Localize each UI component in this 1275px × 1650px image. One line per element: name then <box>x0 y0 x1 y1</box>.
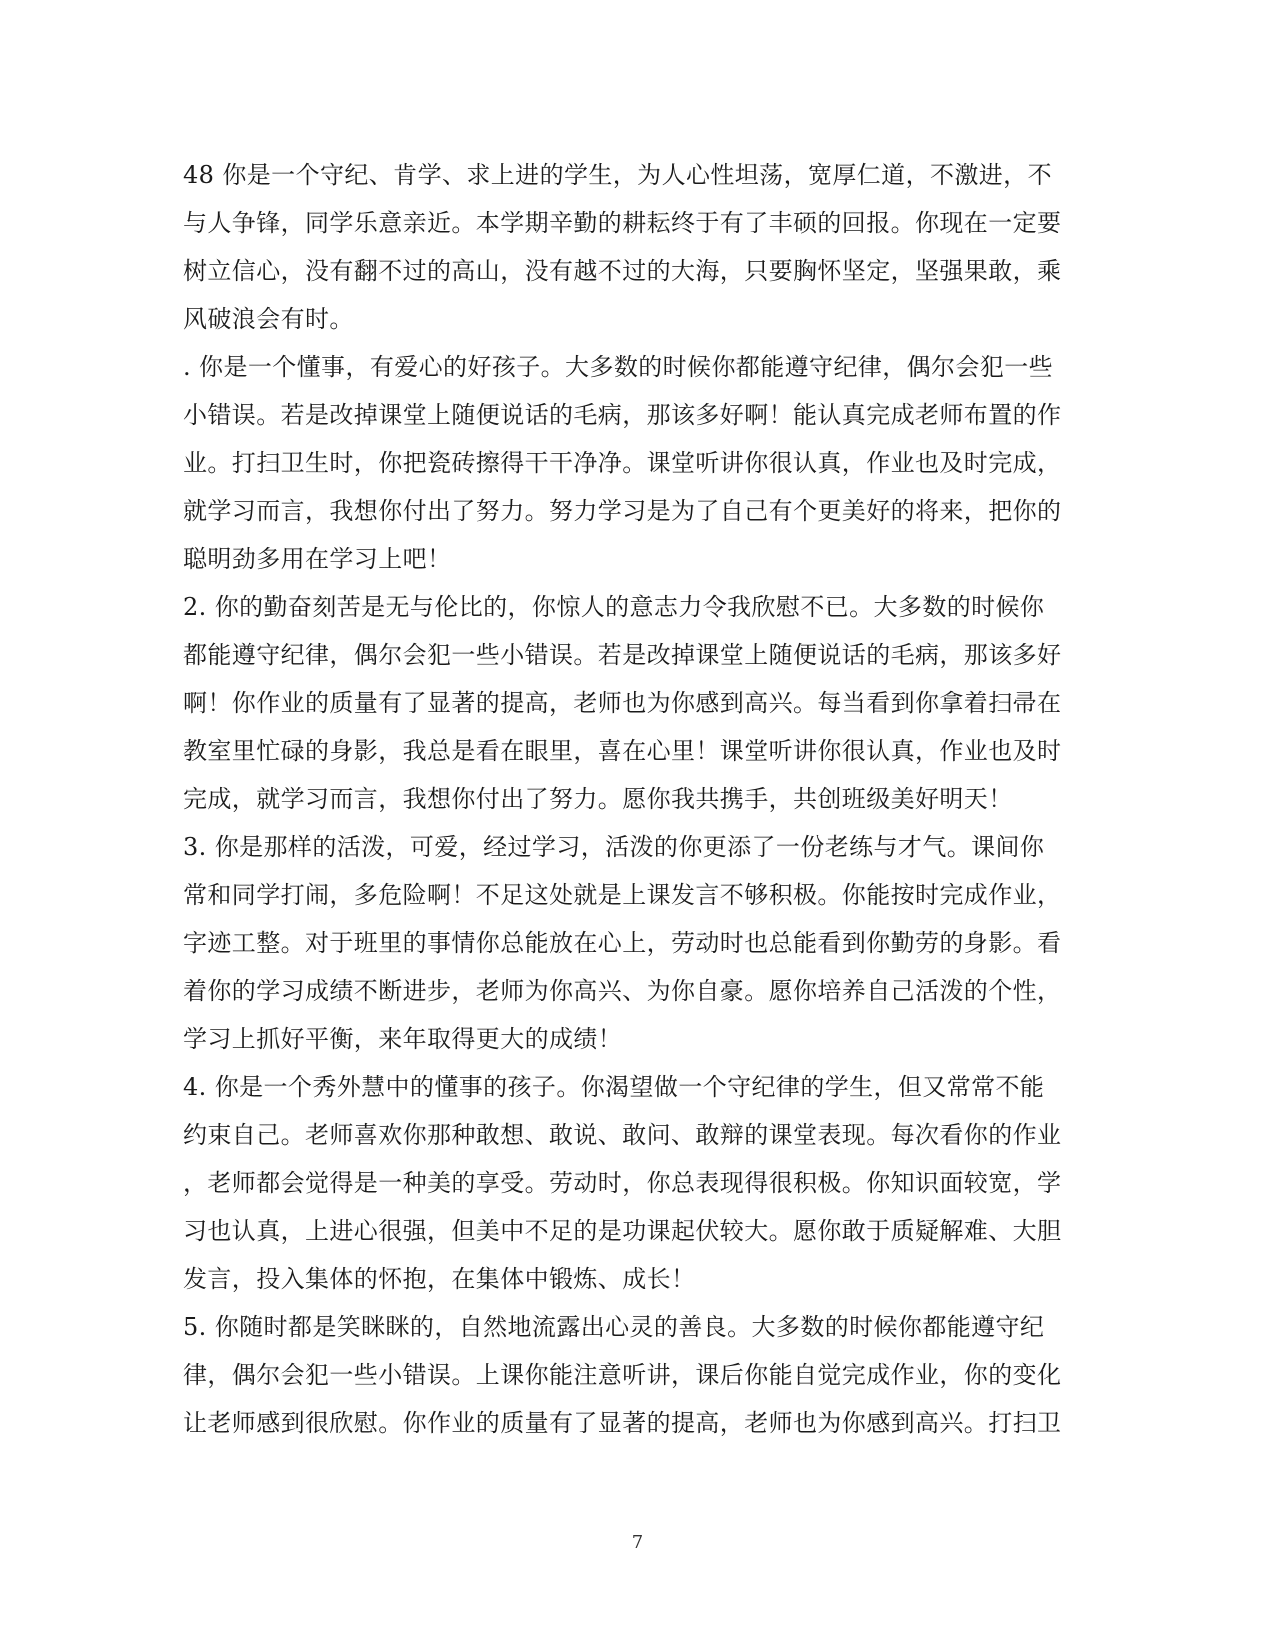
document-body <box>183 151 1088 1447</box>
text-line: 树立信心，没有翻不过的高山，没有越不过的大海，只要胸怀坚定，坚强果敢，乘 <box>183 257 1062 285</box>
text-line: 约束自己。老师喜欢你那种敢想、敢说、敢问、敢辩的课堂表现。每次看你的作业 <box>183 1121 1062 1149</box>
text-line: 与人争锋，同学乐意亲近。本学期辛勤的耕耘终于有了丰硕的回报。你现在一定要 <box>183 209 1062 237</box>
text-line: 完成，就学习而言，我想你付出了努力。愿你我共携手，共创班级美好明天！ <box>183 785 1013 813</box>
text-line: 学习上抓好平衡，来年取得更大的成绩！ <box>183 1025 623 1053</box>
text-line: 小错误。若是改掉课堂上随便说话的毛病，那该多好啊！能认真完成老师布置的作 <box>183 401 1062 429</box>
text-line: 让老师感到很欣慰。你作业的质量有了显著的提高，老师也为你感到高兴。打扫卫 <box>183 1409 1062 1437</box>
page-number: 7 <box>631 1532 644 1553</box>
text-line: 发言，投入集体的怀抱，在集体中锻炼、成长！ <box>183 1265 696 1293</box>
text-line: 都能遵守纪律，偶尔会犯一些小错误。若是改掉课堂上随便说话的毛病，那该多好 <box>183 641 1062 669</box>
text-line: 聪明劲多用在学习上吧！ <box>183 545 452 573</box>
text-line: 律，偶尔会犯一些小错误。上课你能注意听讲，课后你能自觉完成作业，你的变化 <box>183 1361 1062 1389</box>
text-line: 啊！你作业的质量有了显著的提高，老师也为你感到高兴。每当看到你拿着扫帚在 <box>183 689 1062 717</box>
text-line: 着你的学习成绩不断进步，老师为你高兴、为你自豪。愿你培养自己活泼的个性， <box>183 977 1062 1005</box>
text-line: . 你是一个懂事，有爱心的好孩子。大多数的时候你都能遵守纪律，偶尔会犯一些 <box>183 353 1054 381</box>
text-line: 3. 你是那样的活泼，可爱，经过学习，活泼的你更添了一份老练与才气。课间你 <box>183 833 1045 861</box>
text-line: 2. 你的勤奋刻苦是无与伦比的，你惊人的意志力令我欣慰不已。大多数的时候你 <box>183 593 1045 621</box>
text-line: 4. 你是一个秀外慧中的懂事的孩子。你渴望做一个守纪律的学生，但又常常不能 <box>183 1073 1045 1101</box>
text-line: 教室里忙碌的身影，我总是看在眼里，喜在心里！课堂听讲你很认真，作业也及时 <box>183 737 1062 765</box>
text-line: 就学习而言，我想你付出了努力。努力学习是为了自己有个更美好的将来，把你的 <box>183 497 1062 525</box>
text-line: 风破浪会有时。 <box>183 305 354 333</box>
text-line: 48 你是一个守纪、肯学、求上进的学生，为人心性坦荡，宽厚仁道，不激进，不 <box>183 161 1052 189</box>
text-line: 业。打扫卫生时，你把瓷砖擦得干干净净。课堂听讲你很认真，作业也及时完成， <box>183 449 1062 477</box>
text-line: 5. 你随时都是笑眯眯的，自然地流露出心灵的善良。大多数的时候你都能遵守纪 <box>183 1313 1045 1341</box>
text-line: 常和同学打闹，多危险啊！不足这处就是上课发言不够积极。你能按时完成作业， <box>183 881 1062 909</box>
text-line: 习也认真，上进心很强，但美中不足的是功课起伏较大。愿你敢于质疑解难、大胆 <box>183 1217 1062 1245</box>
text-line: 字迹工整。对于班里的事情你总能放在心上，劳动时也总能看到你勤劳的身影。看 <box>183 929 1062 957</box>
text-line: ，老师都会觉得是一种美的享受。劳动时，你总表现得很积极。你知识面较宽，学 <box>183 1169 1062 1197</box>
